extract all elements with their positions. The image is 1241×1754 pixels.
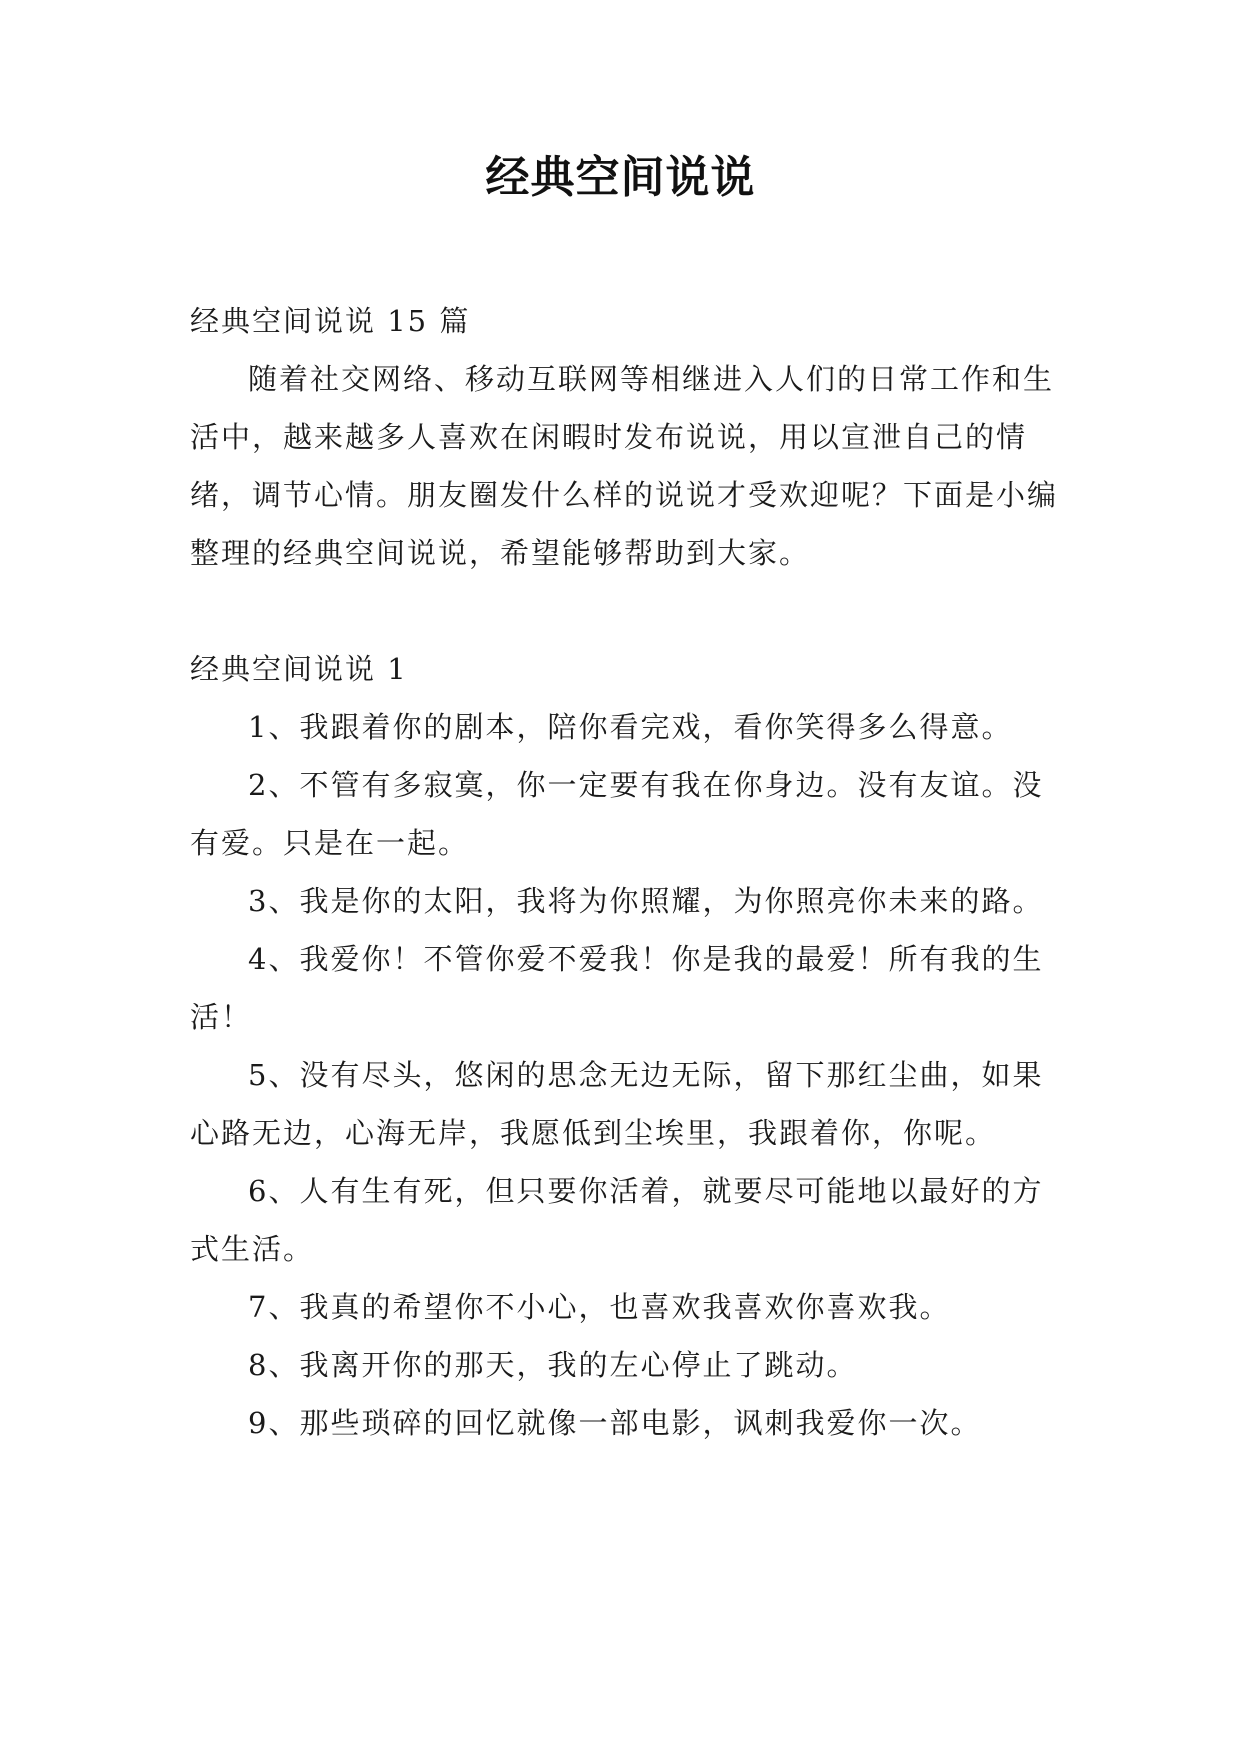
document-title: 经典空间说说 bbox=[485, 152, 756, 203]
document-subtitle: 经典空间说说 15 篇 bbox=[190, 304, 471, 338]
list-item: 2、不管有多寂寞，你一定要有我在你身边。没有友谊。没有爱。只是在一起。 bbox=[190, 768, 1044, 860]
list-item: 8、我离开你的那天，我的左心停止了跳动。 bbox=[248, 1348, 858, 1382]
list-item: 5、没有尽头，悠闲的思念无边无际，留下那红尘曲，如果心路无边，心海无岸，我愿低到尘埃里，我跟着你，你呢。 bbox=[190, 1058, 1044, 1150]
intro-paragraph: 随着社交网络、移动互联网等相继进入人们的日常工作和生活中，越来越多人喜欢在闲暇时发布说说，用以宣泄自己的情绪，调节心情。朋友圈发什么样的说说才受欢迎呢？下面是小编整理的经典空间说说，希望能够帮助到大家。 bbox=[190, 362, 1059, 570]
list-item: 9、那些琐碎的回忆就像一部电影，讽刺我爱你一次。 bbox=[248, 1406, 982, 1440]
list-item: 7、我真的希望你不小心，也喜欢我喜欢你喜欢我。 bbox=[248, 1290, 951, 1324]
section-heading: 经典空间说说 1 bbox=[190, 652, 408, 686]
list-item: 6、人有生有死，但只要你活着，就要尽可能地以最好的方式生活。 bbox=[190, 1174, 1044, 1266]
document-body bbox=[190, 292, 1070, 1452]
paragraph-spacer bbox=[190, 582, 1070, 640]
list-item: 3、我是你的太阳，我将为你照耀，为你照亮你未来的路。 bbox=[248, 884, 1044, 918]
list-item: 1、我跟着你的剧本，陪你看完戏，看你笑得多么得意。 bbox=[248, 710, 1013, 744]
list-item: 4、我爱你！不管你爱不爱我！你是我的最爱！所有我的生活！ bbox=[190, 942, 1044, 1034]
